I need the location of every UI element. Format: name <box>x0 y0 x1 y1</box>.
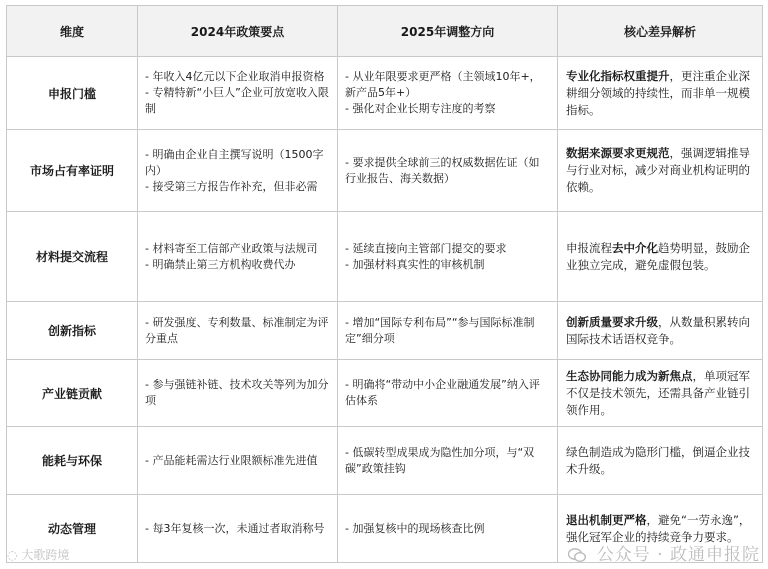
row-dimension: 能耗与环保 <box>7 427 138 495</box>
table-row <box>7 427 763 495</box>
table-row <box>7 130 763 212</box>
header-dimension: 维度 <box>7 6 138 57</box>
row-dimension: 产业链贡献 <box>7 360 138 427</box>
header-2025: 2025年调整方向 <box>338 6 558 57</box>
analysis-cell: 生态协同能力成为新焦点，单项冠军不仅是技术领先，还需具备产业链引领作用。 <box>558 360 763 427</box>
policy-2024-cell: - 每3年复核一次，未通过者取消称号 <box>138 495 338 563</box>
row-dimension: 创新指标 <box>7 302 138 360</box>
table-row <box>7 302 763 360</box>
row-dimension: 申报门槛 <box>7 57 138 130</box>
policy-2025-cell: - 延续直接向主管部门提交的要求 - 加强材料真实性的审核机制 <box>338 212 558 302</box>
analysis-cell: 绿色制造成为隐形门槛，倒逼企业技术升级。 <box>558 427 763 495</box>
analysis-cell: 申报流程去中介化趋势明显，鼓励企业独立完成，避免虚假包装。 <box>558 212 763 302</box>
row-dimension: 材料提交流程 <box>7 212 138 302</box>
policy-2025-cell: - 要求提供全球前三的权威数据佐证（如行业报告、海关数据） <box>338 130 558 212</box>
wechat-icon <box>568 548 586 562</box>
policy-2025-cell: - 增加“国际专利布局”“参与国际标准制定”细分项 <box>338 302 558 360</box>
watermark-left: ◌ 大歌跨境 <box>7 548 70 562</box>
policy-2025-cell: - 从业年限要求更严格（主领域10年+，新产品5年+） - 强化对企业长期专注度的考察 <box>338 57 558 130</box>
policy-2024-cell: - 参与强链补链、技术攻关等列为加分项 <box>138 360 338 427</box>
policy-2025-cell: - 加强复核中的现场核查比例 <box>338 495 558 563</box>
table-row <box>7 212 763 302</box>
policy-2025-cell: - 明确将“带动中小企业融通发展”纳入评估体系 <box>338 360 558 427</box>
policy-comparison-table <box>6 5 763 563</box>
watermark-right: 公众号 · 政通申报院 <box>568 540 760 565</box>
watermark-logo-icon: ◌ <box>7 548 18 562</box>
table-row <box>7 57 763 130</box>
header-2024: 2024年政策要点 <box>138 6 338 57</box>
analysis-cell: 数据来源要求更规范，强调逻辑推导与行业对标，减少对商业机构证明的依赖。 <box>558 130 763 212</box>
header-analysis: 核心差异解析 <box>558 6 763 57</box>
row-dimension: 动态管理 <box>7 495 138 563</box>
analysis-cell: 退出机制更严格，避免“一劳永逸”，强化冠军企业的持续竞争力要求。 <box>558 495 763 563</box>
table-row <box>7 360 763 427</box>
policy-2024-cell: - 研发强度、专利数量、标准制定为评分重点 <box>138 302 338 360</box>
policy-2024-cell: - 材料寄至工信部产业政策与法规司 - 明确禁止第三方机构收费代办 <box>138 212 338 302</box>
policy-2024-cell: - 年收入4亿元以下企业取消申报资格 - 专精特新“小巨人”企业可放宽收入限制 <box>138 57 338 130</box>
analysis-cell: 专业化指标权重提升，更注重企业深耕细分领域的持续性，而非单一规模指标。 <box>558 57 763 130</box>
analysis-cell: 创新质量要求升级，从数量积累转向国际技术话语权竞争。 <box>558 302 763 360</box>
row-dimension: 市场占有率证明 <box>7 130 138 212</box>
policy-2024-cell: - 产品能耗需达行业限额标准先进值 <box>138 427 338 495</box>
policy-2025-cell: - 低碳转型成果成为隐性加分项，与“双碳”政策挂钩 <box>338 427 558 495</box>
policy-2024-cell: - 明确由企业自主撰写说明（1500字内） - 接受第三方报告作补充，但非必需 <box>138 130 338 212</box>
table-header-row <box>7 6 763 57</box>
